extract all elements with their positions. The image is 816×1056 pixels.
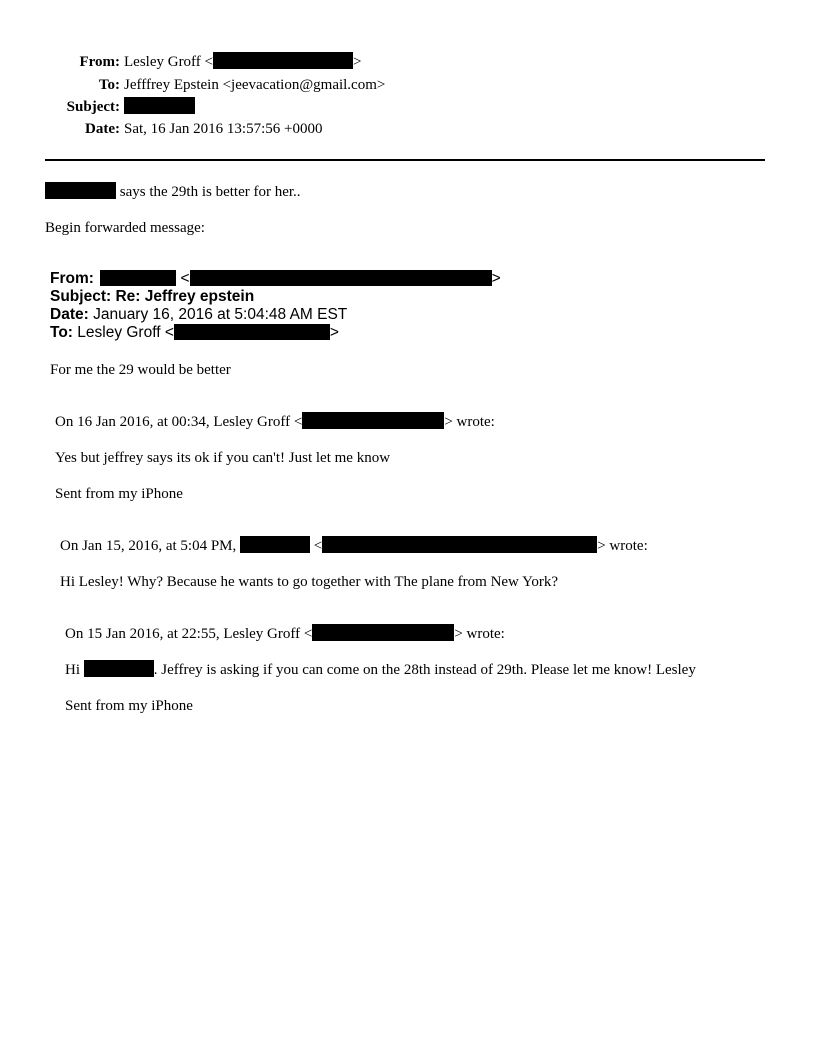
quote-line-3 [65, 624, 505, 644]
fwd-subject-value: Re: Jeffrey epstein [115, 288, 255, 305]
header-from-row [0, 52, 816, 72]
redaction-block [100, 270, 176, 286]
header-subject-value [124, 97, 195, 117]
header-from-label: From: [79, 54, 120, 70]
fwd-from-label: From: [50, 270, 94, 287]
quote-1-suffix: > wrote: [444, 414, 495, 430]
redaction-block [84, 660, 154, 677]
fwd-to-close: > [329, 324, 339, 341]
fwd-from-row [50, 270, 501, 288]
header-to-value: Jefffrey Epstein <jeevacation@gmail.com> [124, 77, 386, 93]
header-to-row [0, 75, 816, 95]
header-date-label: Date: [85, 121, 120, 137]
header-from-name: Lesley Groff < [124, 54, 213, 70]
fwd-from-close: > [491, 270, 501, 287]
fwd-to-value: Lesley Groff < [77, 324, 174, 341]
quote-2-mid: < [313, 538, 323, 554]
header-from-value [124, 52, 361, 72]
redaction-block [312, 624, 454, 641]
quote-3-suffix: > wrote: [454, 626, 505, 642]
fwd-date-row [50, 306, 347, 324]
redaction-block [190, 270, 492, 286]
redaction-block [174, 324, 330, 340]
redaction-block [45, 182, 116, 199]
message-3-text: . Jeffrey is asking if you can come on the 28th instead of 29th. Please let me know! Lesley [153, 662, 696, 678]
header-date-value: Sat, 16 Jan 2016 13:57:56 +0000 [124, 121, 323, 137]
header-divider [45, 159, 765, 161]
redaction-block [124, 97, 195, 114]
quote-2-suffix: > wrote: [597, 538, 648, 554]
intro-line [45, 182, 301, 202]
message-1-text: Yes but jeffrey says its ok if you can't! Just let me know [55, 450, 391, 466]
quote-3-prefix: On 15 Jan 2016, at 22:55, Lesley Groff < [65, 626, 313, 642]
header-date-row [0, 119, 816, 139]
header-subject-row [0, 97, 816, 117]
fwd-to-row [50, 324, 339, 342]
header-subject-label: Subject: [66, 99, 120, 115]
message-1-signature: Sent from my iPhone [55, 486, 183, 502]
message-3-greeting: Hi [65, 662, 80, 678]
fwd-to-label: To: [50, 324, 73, 341]
fwd-from-open: < [180, 270, 190, 287]
quote-2-prefix: On Jan 15, 2016, at 5:04 PM, [60, 538, 237, 554]
redaction-block [302, 412, 444, 429]
intro-text: says the 29th is better for her.. [119, 184, 301, 200]
message-3-signature: Sent from my iPhone [65, 698, 193, 714]
redaction-block [213, 52, 353, 69]
fwd-subject-row [50, 288, 254, 306]
message-2-text: Hi Lesley! Why? Because he wants to go together with The plane from New York? [60, 574, 559, 590]
fwd-subject-label: Subject: [50, 288, 112, 305]
redaction-block [240, 536, 310, 553]
forward-label: Begin forwarded message: [45, 220, 205, 236]
quote-line-1 [55, 412, 495, 432]
quote-line-2 [60, 536, 648, 556]
fwd-date-value: January 16, 2016 at 5:04:48 AM EST [93, 306, 348, 323]
header-from-close: > [353, 54, 362, 70]
fwd-date-label: Date: [50, 306, 89, 323]
fwd-message: For me the 29 would be better [50, 362, 231, 378]
header-to-label: To: [98, 77, 120, 93]
message-3-line [65, 660, 696, 680]
redaction-block [322, 536, 597, 553]
quote-1-prefix: On 16 Jan 2016, at 00:34, Lesley Groff < [55, 414, 303, 430]
